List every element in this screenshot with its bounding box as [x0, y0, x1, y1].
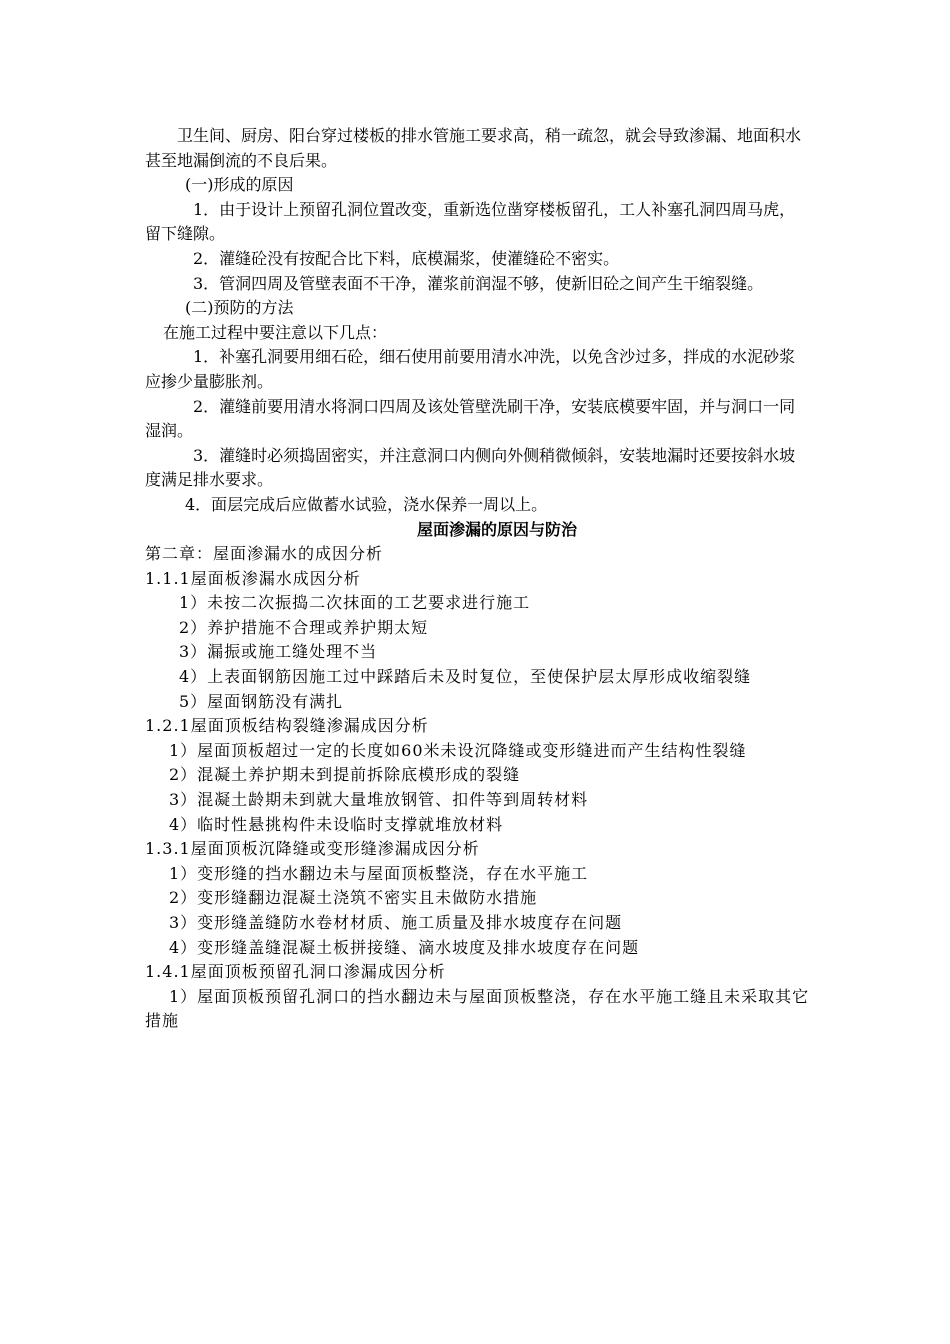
prevent-heading: (二)预防的方法 [185, 298, 294, 318]
prevent-1-text: 1．补塞孔洞要用细石砼，细石使用前要用清水冲洗，以免含沙过多，拌成的水泥砂浆 [193, 347, 796, 367]
cause-2-text: 2．灌缝砼没有按配合比下料，底模漏浆，使灌缝砼不密实。 [193, 248, 620, 268]
prevent-4-text: 4．面层完成后应做蓄水试验，浇水保养一周以上。 [185, 494, 548, 514]
section-4-title: 1.4.1屋面顶板预留孔洞口渗漏成因分析 [145, 962, 446, 982]
prevent-2-text: 2．灌缝前要用清水将洞口四周及该处管壁洗刷干净，安装底模要牢固，并与洞口一同 [193, 396, 796, 416]
section-1-item: 2）养护措施不合理或养护期太短 [179, 617, 429, 637]
prevent-intro: 在施工过程中要注意以下几点： [163, 322, 388, 342]
section-2-item: 4）临时性悬挑构件未设临时支撑就堆放材料 [169, 814, 504, 834]
cause-1-continuation: 留下缝隙。 [145, 224, 226, 244]
prevent-3-continuation: 度满足排水要求。 [145, 470, 274, 490]
cause-heading: (一)形成的原因 [185, 175, 294, 195]
section-3-item: 1）变形缝的挡水翻边未与屋面顶板整浇，存在水平施工 [169, 863, 589, 883]
roof-section-title: 屋面渗漏的原因与防治 [416, 519, 577, 539]
prevent-2-continuation: 湿润。 [145, 421, 194, 441]
prevent-3-text: 3．灌缝时必须捣固密实，并注意洞口内侧向外侧稍微倾斜，安装地漏时还要按斜水坡 [193, 445, 796, 465]
section-2-title: 1.2.1屋面顶板结构裂缝渗漏成因分析 [145, 716, 429, 736]
section-1-item: 4）上表面钢筋因施工过中踩踏后未及时复位，至使保护层太厚形成收缩裂缝 [179, 667, 752, 687]
section-3-title: 1.3.1屋面顶板沉降缝或变形缝渗漏成因分析 [145, 839, 480, 859]
section-1-title: 1.1.1屋面板渗漏水成因分析 [145, 568, 361, 588]
section-3-item: 3）变形缝盖缝防水卷材材质、施工质量及排水坡度存在问题 [169, 913, 623, 932]
prevent-1-continuation: 应掺少量膨胀剂。 [145, 371, 274, 391]
section-1-item: 1）未按二次振捣二次抹面的工艺要求进行施工 [179, 593, 531, 613]
section-2-item: 1）屋面顶板超过一定的长度如60米未设沉降缝或变形缝进而产生结构性裂缝 [169, 740, 747, 760]
intro-paragraph: 卫生间、厨房、阳台穿过楼板的排水管施工要求高，稍一疏忽，就会导致渗漏、地面积水甚至地漏倒流的不良后果。 [145, 126, 802, 170]
section-1-item: 5）屋面钢筋没有满扎 [179, 691, 344, 711]
section-3-item: 2）变形缝翻边混凝土浇筑不密实且未做防水措施 [169, 888, 538, 908]
section-4-item: 1）屋面顶板预留孔洞口的挡水翻边未与屋面顶板整浇，存在水平施工缝且未采取其它措施 [145, 986, 810, 1031]
cause-1-text: 1．由于设计上预留孔洞位置改变，重新选位凿穿楼板留孔，工人补塞孔洞四周马虎， [193, 199, 796, 219]
section-2-item: 3）混凝土龄期未到就大量堆放钢管、扣件等到周转材料 [169, 790, 589, 810]
section-3-item: 4）变形缝盖缝混凝土板拼接缝、滴水坡度及排水坡度存在问题 [169, 937, 640, 957]
cause-3-text: 3．管洞四周及管壁表面不干净，灌浆前润湿不够，使新旧砼之间产生干缩裂缝。 [193, 273, 764, 293]
document-body [145, 124, 813, 1034]
chapter-heading: 第二章：屋面渗漏水的成因分析 [145, 544, 384, 564]
section-2-item: 2）混凝土养护期未到提前拆除底模形成的裂缝 [169, 765, 521, 785]
section-1-item: 3）漏振或施工缝处理不当 [179, 642, 378, 662]
